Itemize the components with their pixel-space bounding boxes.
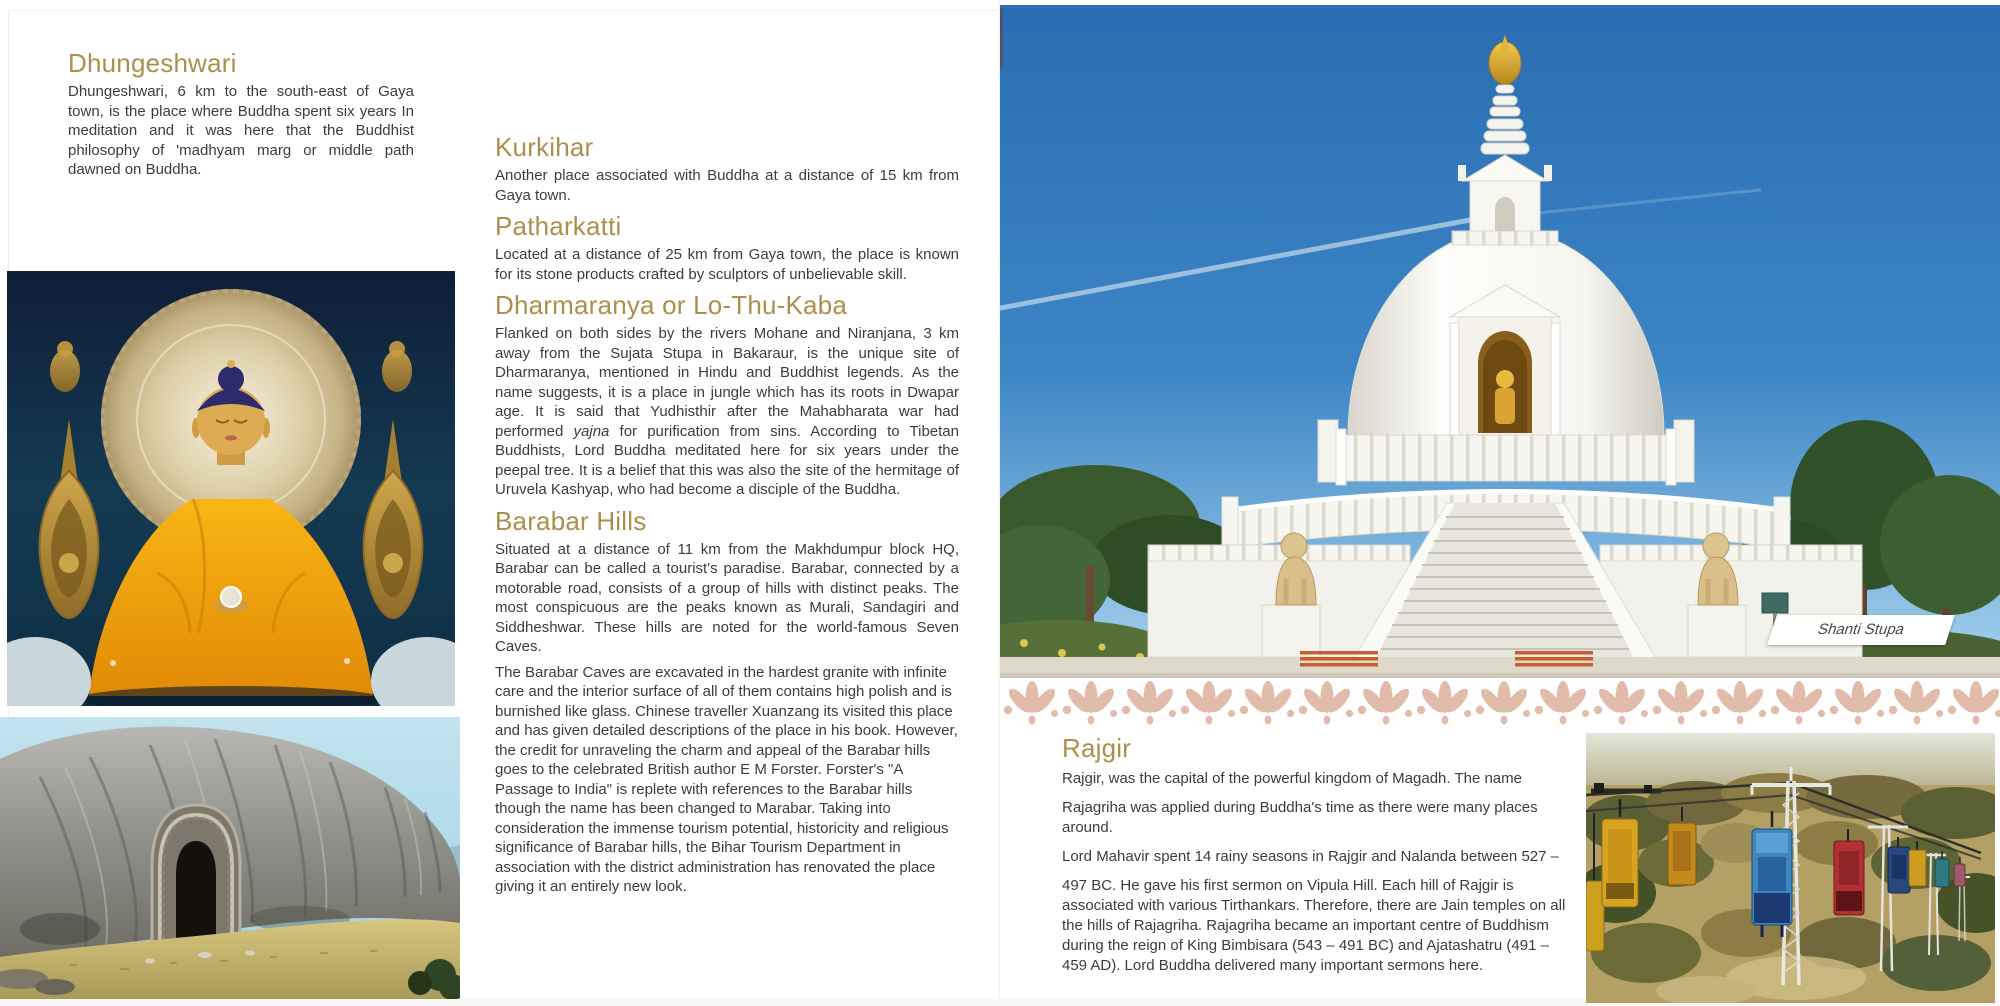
barabar-cave-photo: [0, 717, 460, 999]
section-heading-dharmaranya: Dharmaranya or Lo-Thu-Kaba: [495, 290, 848, 320]
rajgir-paragraph-1: Rajgir, was the capital of the powerful kingdom of Magadh. The name: [1062, 770, 1522, 787]
left-page-top-edge: [8, 10, 997, 11]
section-heading-patharkatti: Patharkatti: [495, 211, 622, 241]
dharmaranya-text-italic: yajna: [573, 422, 610, 440]
photo-left-edge-artifact: [1000, 8, 1003, 68]
rajgir-text: [1062, 733, 1574, 1003]
section-body-dhungeshwari: Dhungeshwari, 6 km to the south-east of Gaya town, is the place where Buddha spent six years In meditation and it was here that the Buddhist philosophy of 'madhyam marg or middle path dawned on Buddha.: [68, 83, 414, 178]
rajgir-paragraph-2: Rajagriha was applied during Buddha's time as there were many places around.: [1062, 799, 1538, 836]
section-body-dharmaranya: [495, 324, 959, 500]
dhungeshwari-section: [68, 48, 414, 186]
rajgir-paragraph-3: Lord Mahavir spent 14 rainy seasons in Rajgir and Nalanda between 527 –: [1062, 848, 1559, 865]
rajgir-paragraph-4: 497 BC. He gave his first sermon on Vipula Hill. Each hill of Rajgir is associated with various Tirthankars. Therefore, there are Jain temples on all the hills of Rajagriha. Rajagriha became an important centre of Buddhism during the reign of King Bimbisara (543 – 491 BC) and Ajatashatru (491 – 459 AD). Lord Buddha delivered many important sermons here.: [1062, 877, 1566, 974]
section-heading-dhungeshwari: Dhungeshwari: [68, 48, 237, 78]
section-body-kurkihar: Another place associated with Buddha at a distance of 15 km from Gaya town.: [495, 167, 959, 204]
middle-column: [495, 126, 959, 903]
rajgir-section: [1062, 733, 1995, 1003]
dharmaranya-text-post: for purification from sins. According to Tibetan Buddhists, Lord Buddha meditated here for six years under the peepal tree. It is a belief that this was also the site of the hermitage of Uruvela Kashyap, who had become a disciple of the Buddha.: [495, 422, 959, 498]
section-body-barabar-2: The Barabar Caves are excavated in the hardest granite with infinite care and the interior surface of all of them contains high polish and is burnished like glass. Chinese traveller Xuanzang its visited this place and has given detailed descriptions of the place in his book. However, the credit for unraveling the charm and appeal of the Barabar hills goes to the celebrated British author E M Forster. Forster's "A Passage to India" is replete with references to the Barabar hills though the name has been changed to Marabar. Taking into consideration the immense tourism potential, historicity and religious significance of Barabar hills, the Bihar Tourism Department in association with the district administration has renovated the place giving it an entirely new look.: [495, 663, 958, 895]
photo-caption-shanti-stupa: Shanti Stupa: [1767, 615, 1955, 645]
rajgir-ropeway-photo: [1586, 733, 1995, 1003]
lotus-border-ornament: [1002, 680, 2000, 726]
section-heading-kurkihar: Kurkihar: [495, 132, 594, 162]
dharmaranya-text-pre: Flanked on both sides by the rivers Mohane and Niranjana, 3 km away from the Sujata Stupa in Bakaraur, is the unique site of Dharmaranya, mentioned in Hindu and Buddhist legends. As the name suggests, it is a place in jungle which has its roots in Dwapar age. It is said that Yudhisthir after the Mahabharata war had performed: [495, 325, 959, 440]
section-heading-barabar-hills: Barabar Hills: [495, 505, 647, 536]
section-body-patharkatti: Located at a distance of 25 km from Gaya town, the place is known for its stone products crafted by sculptors of unbelievable skill.: [495, 246, 959, 283]
shanti-stupa-photo: [1000, 5, 2000, 678]
section-heading-rajgir: Rajgir: [1062, 733, 1132, 763]
section-body-barabar-1: Situated at a distance of 11 km from the Makhdumpur block HQ, Barabar can be called a tourist's paradise. Barabar, connected by a motorable road, consists of a group of hills with distinct peaks. The most conspicuous are the peaks known as Murali, Sandagiri and Siddheshwar. These hills are noted for the world-famous Seven Caves.: [495, 540, 959, 655]
buddha-statue-photo: [7, 271, 455, 706]
